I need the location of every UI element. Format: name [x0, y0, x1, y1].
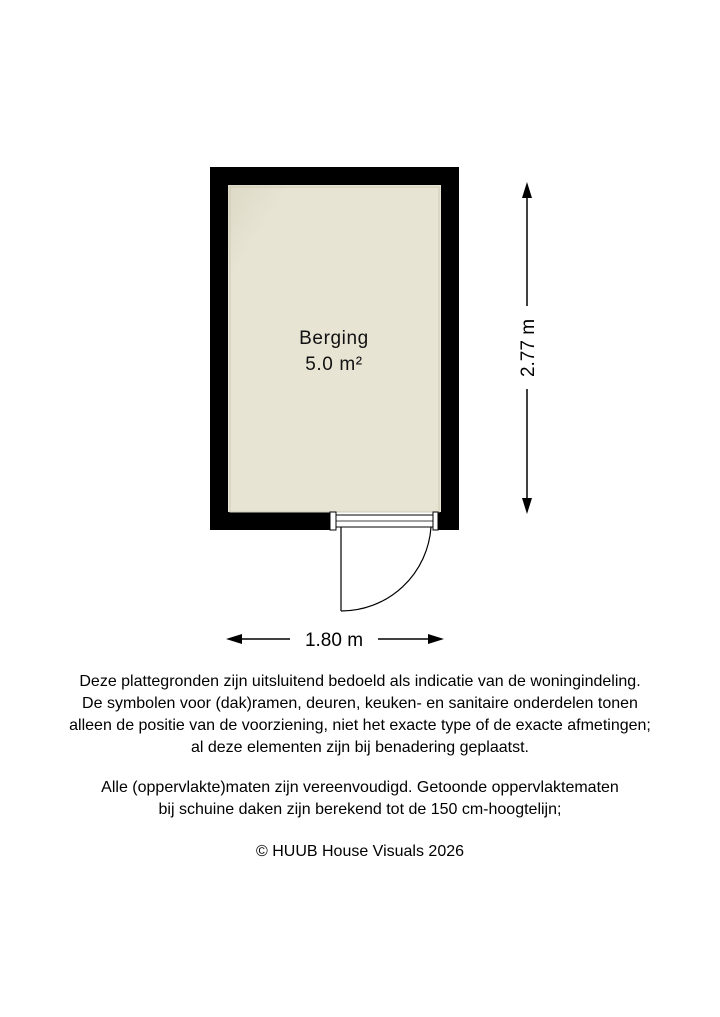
wall-right: [441, 167, 459, 530]
arrow-up-icon: [522, 182, 532, 198]
disclaimer-paragraph-1: [0, 671, 720, 759]
wall-bottom-left: [210, 512, 330, 530]
wall-left: [210, 167, 228, 530]
door-swing-arc: [341, 527, 431, 611]
arrow-left-icon: [226, 634, 242, 644]
copyright-notice: [0, 841, 720, 863]
wall-bottom-right: [438, 512, 459, 530]
door: [330, 512, 438, 611]
wall-top: [210, 167, 459, 185]
door-jamb-right: [433, 512, 438, 530]
disclaimer-line: De symbolen voor (dak)ramen, deuren, keuken- en sanitaire onderdelen tonen: [82, 695, 638, 712]
width-dimension-label: 1.80 m: [304, 630, 364, 651]
room-area: 5.0 m²: [305, 354, 363, 375]
disclaimer-line: al deze elementen zijn bij benadering geplaatst.: [190, 739, 529, 756]
disclaimer-line: Deze plattegronden zijn uitsluitend bedoeld als indicatie van de woningindeling.: [79, 673, 641, 690]
disclaimer-line: Alle (oppervlakte)maten zijn vereenvoudigd. Getoonde oppervlaktematen: [101, 779, 619, 796]
disclaimer-line: bij schuine daken zijn berekend tot de 150 cm-hoogtelijn;: [158, 801, 562, 818]
height-dimension-label: 2.77 m: [518, 318, 539, 378]
room-name: Berging: [299, 328, 369, 349]
door-jamb-left: [330, 512, 336, 530]
disclaimer-line: alleen de positie van de voorziening, niet het exacte type of de exacte afmetingen;: [69, 717, 651, 734]
arrow-down-icon: [522, 498, 532, 514]
width-dimension: [226, 630, 444, 651]
copyright-text: © HUUB House Visuals 2026: [255, 843, 465, 860]
height-dimension: [518, 182, 539, 514]
disclaimer-paragraph-2: [0, 777, 720, 821]
arrow-right-icon: [428, 634, 444, 644]
